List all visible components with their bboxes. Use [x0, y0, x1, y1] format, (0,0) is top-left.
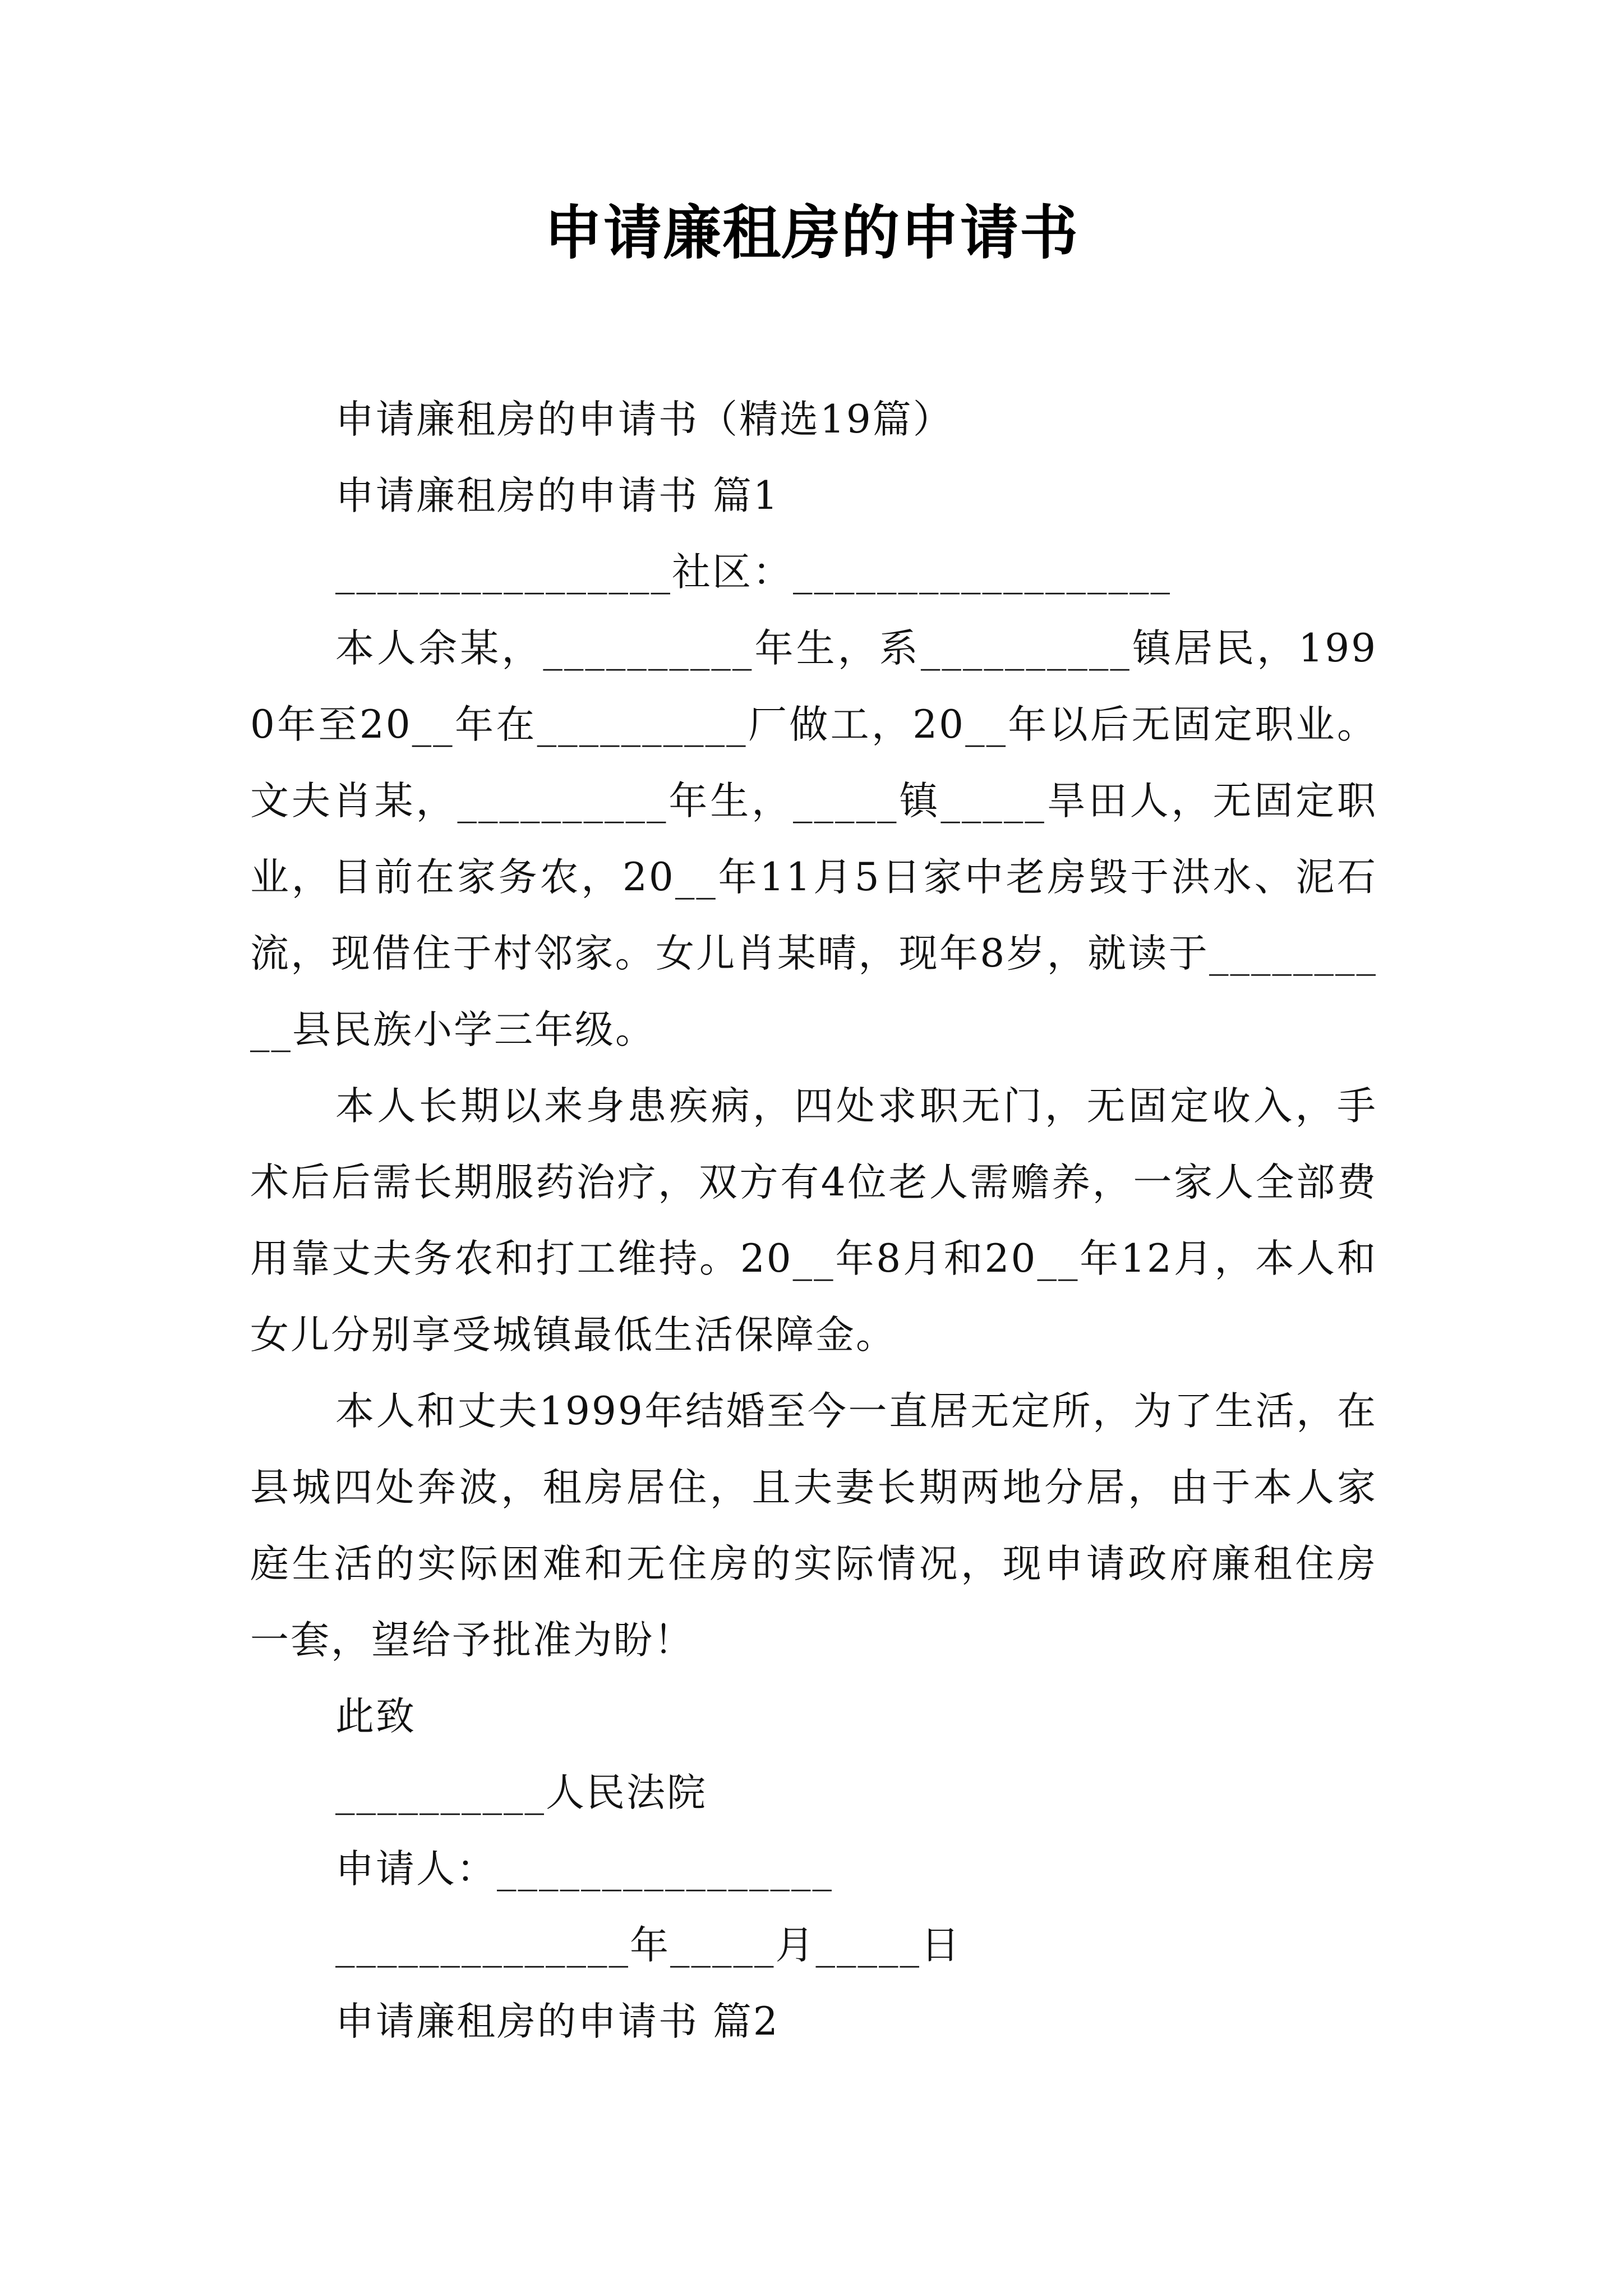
- document-title: 申请廉租房的申请书: [543, 199, 1079, 267]
- date-line: ______________年_____月_____日: [335, 1923, 961, 1968]
- salutation-closing: 此致: [335, 1694, 416, 1739]
- applicant-signature-line: 申请人：________________: [335, 1847, 833, 1892]
- body-paragraph-background: 本人余某，__________年生，系__________镇居民，1990年至20__年在__________厂做工，20__年以后无固定职业。文夫肖某，__________年生，_____镇_____旱田人，无固定职业，目前在家务农，20__年11月5日家中老房毁于洪水、泥石流，现借住于村邻家。女儿肖某晴，现年8岁，就读于__________县民族小学三年级。: [250, 626, 1377, 1052]
- section-heading-2: 申请廉租房的申请书 篇2: [335, 1999, 780, 2044]
- section-heading-1: 申请廉租房的申请书 篇1: [335, 473, 780, 518]
- recipient-court-line: __________人民法院: [335, 1770, 707, 1815]
- collection-subtitle: 申请廉租房的申请书（精选19篇）: [335, 397, 953, 442]
- body-paragraph-request: 本人和丈夫1999年结婚至今一直居无定所，为了生活，在县城四处奔波，租房居住，且夫妻长期两地分居，由于本人家庭生活的实际困难和无住房的实际情况，现申请政府廉租住房一套，望给予批准为盼！: [250, 1389, 1377, 1663]
- addressee-community-line: ________________社区：__________________: [335, 550, 1172, 595]
- body-paragraph-hardship: 本人长期以来身患疾病，四处求职无门，无固定收入，手术后后需长期服药治疗，双方有4位老人需赡养，一家人全部费用靠丈夫务农和打工维持。20__年8月和20__年12月，本人和女儿分别享受城镇最低生活保障金。: [250, 1084, 1377, 1358]
- document-body: [250, 381, 1377, 2060]
